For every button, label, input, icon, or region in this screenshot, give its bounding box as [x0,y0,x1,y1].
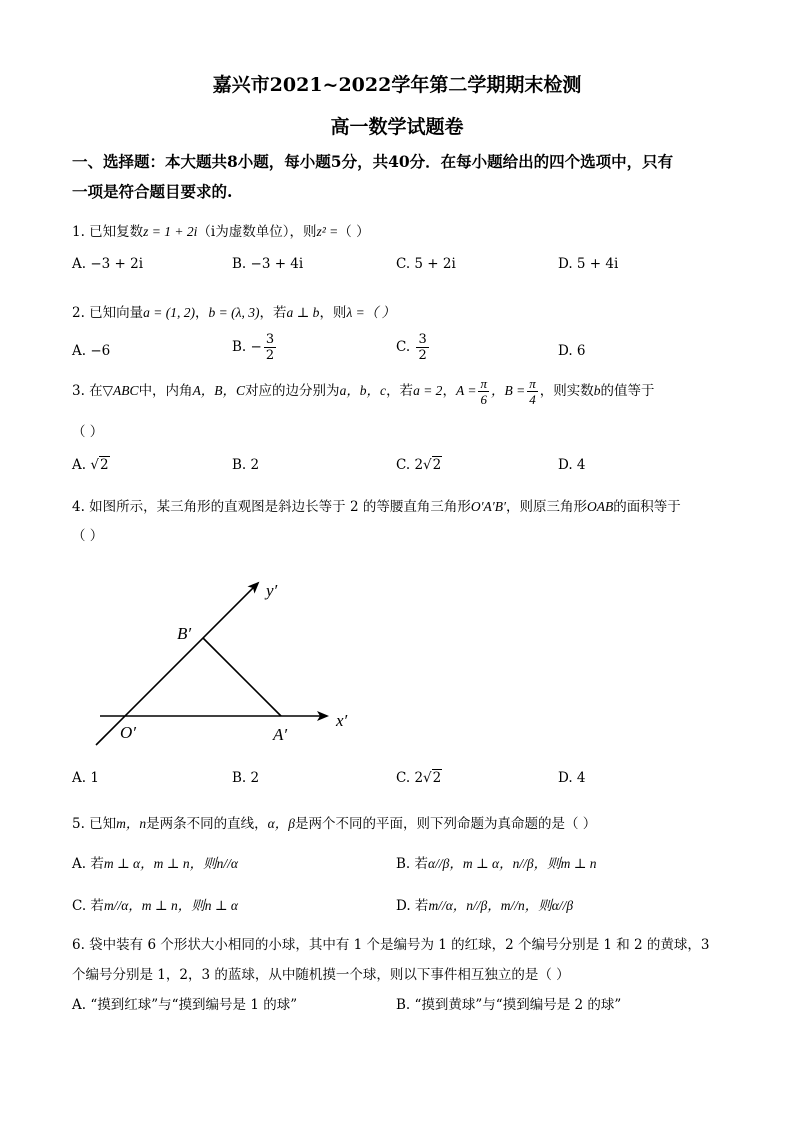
question-4-option-c: C. 2√2 [396,770,442,786]
question-4-option-a: A. 1 [72,770,99,786]
label-y-prime: y′ [266,581,278,600]
question-5-option-b: B. 若α//β，m ⊥ α，n//β，则m ⊥ n [396,856,597,872]
question-3-stem: 3. 在▽ABC中，内角A，B，C对应的边分别为a，b，c，若a = 2，A = $\frac{\pi}{6}$ ，B = $\frac{\pi}{4}$ ，则实数b的值等于 [72,376,655,407]
question-4-option-d: D. 4 [558,770,586,786]
question-6-option-a: A. “摸到红球”与“摸到编号是 1 的球” [72,997,298,1013]
question-1-option-a: A. −3 + 2i [72,256,144,272]
exam-title: 嘉兴市2021~2022学年第二学期期末检测 [212,74,582,96]
section-heading-line2: 一项是符合题目要求的. [72,182,233,201]
question-2-option-c: C. $\frac{3}{2}$ [396,332,427,363]
question-5-option-a: A. 若m ⊥ α，m ⊥ n，则n//α [72,856,238,872]
question-3-option-a: A. √2 [72,457,109,473]
question-4-option-b: B. 2 [232,770,260,786]
question-3-paren: （ ） [72,424,104,440]
question-4-stem: 4. 如图所示，某三角形的直观图是斜边长等于 2 的等腰直角三角形O′A′B′，则原三角形OAB的面积等于 [72,499,681,515]
question-2-stem: 2. 已知向量a = (1, 2)，b = (λ, 3)，若a ⊥ b，则λ =（ ） [72,305,396,321]
oblique-projection-figure [60,565,380,765]
question-1-option-d: D. 5 + 4i [558,256,619,272]
question-1-option-b: B. −3 + 4i [232,256,304,272]
question-6-stem-line2: 个编号分别是 1，2，3 的蓝球，从中随机摸一个球，则以下事件相互独立的是（ ） [72,967,570,983]
triangle-edge-a-b [203,638,281,716]
question-3-option-c: C. 2√2 [396,457,442,473]
question-3-option-d: D. 4 [558,457,586,473]
label-b-prime: B′ [177,624,192,643]
label-a-prime: A′ [273,725,288,744]
question-1-stem: 1. 已知复数z = 1 + 2i（i为虚数单位），则z² =（ ） [72,224,370,240]
question-5-option-c: C. 若m//α，m ⊥ n，则n ⊥ α [72,898,239,914]
question-3-option-b: B. 2 [232,457,260,473]
question-2-option-a: A. −6 [72,343,111,359]
label-o-prime: O′ [120,723,136,742]
question-4-paren: （ ） [72,528,104,544]
question-5-option-d: D. 若m//α，n//β，m//n，则α//β [396,898,574,914]
question-1-option-c: C. 5 + 2i [396,256,456,272]
question-2-option-b: B. − $\frac{3}{2}$ [232,332,275,363]
question-6-option-b: B. “摸到黄球”与“摸到编号是 2 的球” [396,997,622,1013]
exam-subtitle: 高一数学试题卷 [330,116,464,138]
question-6-stem-line1: 6. 袋中装有 6 个形状大小相同的小球，其中有 1 个是编号为 1 的红球，2 个编号分别是 1 和 2 的黄球，3 [72,937,710,953]
question-2-option-d: D. 6 [558,343,586,359]
section-heading-line1: 一、选择题：本大题共8小题，每小题5分，共40分．在每小题给出的四个选项中，只有 [72,152,674,171]
y-axis [96,583,258,745]
label-x-prime: x′ [336,711,348,730]
question-5-stem: 5. 已知m，n是两条不同的直线，α，β是两个不同的平面，则下列命题为真命题的是（ ） [72,816,597,832]
